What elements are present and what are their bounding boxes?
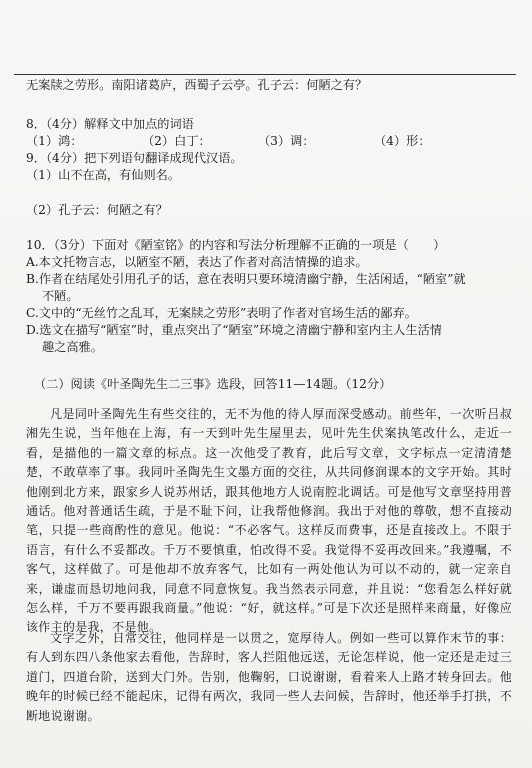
passage-paragraph-2: 文字之外，日常交往，他同样是一以贯之，宽厚待人。例如一些可以算作末节的事：有人到东四八条他家去看他，告辞时，客人拦阻他远送，无论怎样说，他一定还是走过三道门，四道台阶，送到大门外。告别，他鞠躬，口说谢谢，看着来人上路才转身回去。他晚年的时候已经不能起床，记得有两次，我同一些人去问候，告辞时，他还举手打拱，不断地说谢谢。: [26, 631, 512, 723]
q10-option-b-cont: 不陋。: [42, 289, 79, 303]
q9-sentence-1: （1）山不在高，有仙则名。: [26, 168, 181, 182]
section2-title: （二）阅读《叶圣陶先生二三事》选段，回答11—14题。（12分）: [34, 377, 392, 391]
q8-item-1: （1）鸿：: [26, 134, 83, 148]
q9-title: 9．（4分）把下列语句翻译成现代汉语。: [26, 151, 243, 165]
q10-option-a: A.本文托物言志，以陋室不陋，表达了作者对高洁情操的追求。: [26, 255, 368, 269]
q9-sentence-2: （2）孔子云：何陋之有？: [26, 203, 168, 217]
divider-rule: [14, 74, 516, 75]
q8-title: 8．（4分）解释文中加点的词语: [26, 117, 194, 131]
q10-option-c: C.文中的“无丝竹之乱耳，无案牍之劳形”表明了作者对官场生活的鄙弃。: [26, 306, 417, 320]
text-line-top: 无案牍之劳形。南阳诸葛庐，西蜀子云亭。孔子云：何陋之有？: [26, 78, 368, 92]
q10-title: 10．（3分）下面对《陋室铭》的内容和写法分析理解不正确的一项是（ ）: [26, 238, 446, 252]
q10-option-d: D.选文在描写“陋室”时，重点突出了“陋室”环境之清幽宁静和室内主人生活情: [26, 323, 442, 337]
q8-item-2: （2）白丁：: [142, 134, 211, 148]
q8-item-4: （4）形：: [374, 134, 431, 148]
passage-paragraph-1: 凡是同叶圣陶先生有些交往的，无不为他的待人厚而深受感动。前些年，一次听吕叔湘先生说，当年他在上海，有一天到叶先生屋里去，见叶先生伏案执笔改什么，走近一看，是描他的一篇文章的标点。这一次他受了教育，此后写文章，文字标点一定清清楚楚，不敢草率了事。我同叶圣陶先生文墨方面的交往，从共同修润课本的文字开始。其时他刚到北方来，跟家乡人说苏州话，跟其他地方人说南腔北调话。可是他写文章坚持用普通话。他对普通话生疏，于是不耻下问，让我帮他修润。我出于对他的尊敬，想不直接动笔，只提一些商酌性的意见。他说：“不必客气。这样反而费事，还是直接改上。不限于语言，有什么不妥都改。千万不要慎重，怕改得不妥。我觉得不妥再改回来。”我遵嘱，不客气，这样做了。可是他却不放弃客气，比如有一两处他认为可以不动的，就一定亲自来，谦虚而恳切地问我，同意不同意恢复。我当然表示同意，并且说：“您看怎么样好就怎么样，千万不要再跟我商量。”他说：“好，就这样。”可是下次还是照样来商量，好像应该作主的是我，不是他。: [26, 407, 512, 635]
q8-item-3: （3）调：: [258, 134, 315, 148]
q10-option-d-cont: 趣之高雅。: [42, 340, 103, 354]
q10-option-b: B.作者在结尾处引用孔子的话，意在表明只要环境清幽宁静，生活闲适，“陋室”就: [26, 272, 466, 286]
